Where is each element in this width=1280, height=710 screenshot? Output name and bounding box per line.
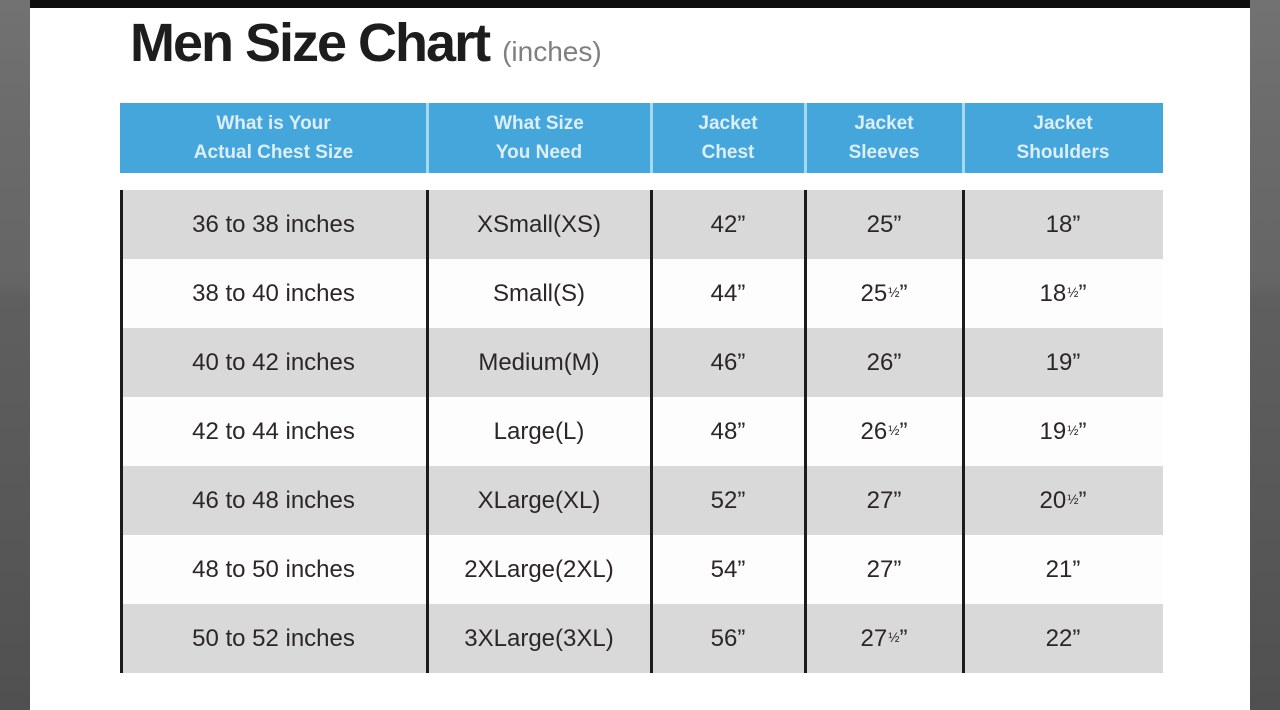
half-fraction: ½ <box>1067 285 1079 301</box>
table-cell: 19 ½ ” <box>1039 417 1087 445</box>
table-cell: 2XLarge(2XL) <box>464 555 614 583</box>
table-cell: 54” <box>710 555 746 583</box>
page-title: Men Size Chart <box>130 13 490 73</box>
men-size-chart-table <box>120 103 1163 673</box>
table-cell: 42 to 44 inches <box>192 417 355 445</box>
table-cell: 22” <box>1045 624 1081 652</box>
right-letterbox-bar <box>1250 0 1280 710</box>
table-row <box>120 190 1163 259</box>
table-row <box>120 259 1163 328</box>
table-cell: 26 ½ ” <box>860 417 908 445</box>
table-cell: 46” <box>710 348 746 376</box>
half-fraction: ½ <box>888 630 900 646</box>
table-body <box>120 190 1163 673</box>
header-cell-separator <box>650 103 653 173</box>
column-divider <box>426 190 429 673</box>
table-cell: Small(S) <box>492 279 585 307</box>
table-cell: Large(L) <box>493 417 585 445</box>
table-cell: XLarge(XL) <box>477 486 601 514</box>
top-black-strip <box>30 0 1250 8</box>
column-header-actual-chest-size: What is Your Actual Chest Size <box>193 112 354 163</box>
table-row <box>120 535 1163 604</box>
column-header-jacket-shoulders: Jacket Shoulders <box>1016 112 1110 163</box>
table-header-row <box>120 103 1163 173</box>
table-cell: 25 ½ ” <box>860 279 908 307</box>
table-cell: 50 to 52 inches <box>192 624 355 652</box>
left-letterbox-bar <box>0 0 30 710</box>
table-cell: 19” <box>1045 348 1081 376</box>
table-cell: 18 ½ ” <box>1039 279 1087 307</box>
table-cell: 46 to 48 inches <box>192 486 355 514</box>
header-cell-separator <box>426 103 429 173</box>
table-cell: 44” <box>710 279 746 307</box>
table-cell: XSmall(XS) <box>476 210 602 238</box>
table-cell: Medium(M) <box>478 348 600 376</box>
table-cell: 42” <box>710 210 746 238</box>
column-divider <box>120 190 123 673</box>
table-cell: 27” <box>866 555 902 583</box>
table-row <box>120 328 1163 397</box>
table-cell: 18” <box>1045 210 1081 238</box>
table-row <box>120 466 1163 535</box>
table-cell: 52” <box>710 486 746 514</box>
table-cell: 27” <box>866 486 902 514</box>
half-fraction: ½ <box>1067 492 1079 508</box>
half-fraction: ½ <box>888 423 900 439</box>
column-header-jacket-sleeves: Jacket Sleeves <box>848 112 920 163</box>
table-cell: 48” <box>710 417 746 445</box>
half-fraction: ½ <box>1067 423 1079 439</box>
column-divider <box>804 190 807 673</box>
table-cell: 36 to 38 inches <box>192 210 355 238</box>
page-title-unit: (inches) <box>502 36 602 67</box>
column-divider <box>962 190 965 673</box>
table-row <box>120 397 1163 466</box>
column-header-size-you-need: What Size You Need <box>494 112 584 163</box>
header-cell-separator <box>962 103 965 173</box>
page-title-row <box>130 12 602 74</box>
table-cell: 56” <box>710 624 746 652</box>
table-cell: 3XLarge(3XL) <box>464 624 614 652</box>
column-divider <box>650 190 653 673</box>
column-header-jacket-chest: Jacket Chest <box>698 112 758 163</box>
table-cell: 26” <box>866 348 902 376</box>
table-cell: 48 to 50 inches <box>192 555 355 583</box>
table-cell: 40 to 42 inches <box>192 348 355 376</box>
table-row <box>120 604 1163 673</box>
table-cell: 25” <box>866 210 902 238</box>
table-cell: 21” <box>1045 555 1081 583</box>
table-cell: 27 ½ ” <box>860 624 908 652</box>
table-cell: 20 ½ ” <box>1039 486 1087 514</box>
table-cell: 38 to 40 inches <box>192 279 355 307</box>
header-cell-separator <box>804 103 807 173</box>
half-fraction: ½ <box>888 285 900 301</box>
